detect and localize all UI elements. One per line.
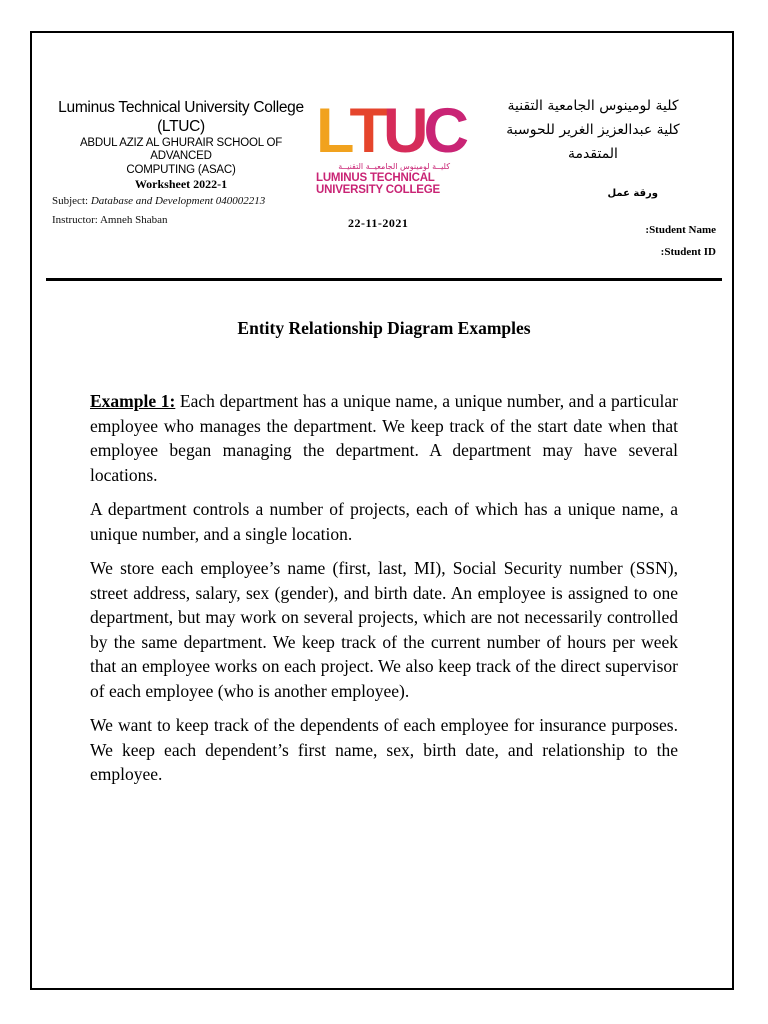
arabic-line1: كلية لومينوس الجامعية التقنية [507, 98, 679, 114]
subject-label: Subject: [52, 195, 91, 207]
worksheet-date: 22-11-2021 [348, 216, 409, 230]
school-name-line2: COMPUTING (ASAC) [126, 164, 236, 176]
paragraph-2: A department controls a number of projects, each of which has a unique name, a unique number, and a single location. [90, 499, 678, 544]
student-id-label: :Student ID [660, 246, 716, 258]
subject-line [52, 195, 265, 207]
school-name-line1: ABDUL AZIZ AL GHURAIR SCHOOL OF ADVANCED [79, 137, 283, 162]
worksheet-label: Worksheet 2022-1 [134, 177, 228, 191]
university-name: Luminus Technical University College [58, 99, 304, 116]
document-body [90, 389, 678, 797]
student-name-label: :Student Name [645, 224, 716, 236]
logo-letter-u: U [382, 96, 424, 166]
arabic-line3: المتقدمة [568, 146, 618, 162]
instructor-line: Instructor: Amneh Shaban [52, 214, 168, 226]
logo-line2: UNIVERSITY COLLEGE [316, 184, 440, 196]
logo-arabic: كليــة لومينوس الجامعيــة التقنيــة [338, 162, 450, 171]
logo-letters [316, 96, 464, 166]
arabic-worksheet: ورقة عمل [607, 188, 658, 199]
university-abbr: (LTUC) [157, 118, 205, 135]
document-title: Entity Relationship Diagram Examples [237, 318, 531, 338]
logo-letter-c: C [423, 96, 464, 166]
header-divider [46, 278, 722, 281]
ltuc-logo [316, 96, 464, 203]
logo-letter-l: L [316, 96, 350, 166]
paragraph-1 [90, 389, 678, 487]
header-arabic [473, 94, 713, 166]
header-english [52, 98, 310, 192]
example-label: Example 1: [90, 391, 176, 411]
subject-value: Database and Development 040002213 [90, 195, 266, 207]
logo-letter-t: T [349, 96, 383, 166]
arabic-line2: كلية عبدالعزيز الغرير للحوسبة [506, 122, 680, 138]
paragraph-1-text: Each department has a unique name, a unique number, and a particular employee who manages the department. We keep track of the start date when that employee began managing the department. A department may have several locations. [90, 391, 678, 485]
logo-line1: LUMINUS TECHNICAL [316, 172, 435, 184]
paragraph-3: We store each employee’s name (first, last, MI), Social Security number (SSN), street address, salary, sex (gender), and birth date. An employee is assigned to one department, but may work on several projects, which are not necessarily controlled by the same department. We keep track of the current number of hours per week that an employee works on each project. We also keep track of the direct supervisor of each employee (who is another employee). [90, 558, 678, 701]
paragraph-4: We want to keep track of the dependents of each employee for insurance purposes. We keep each dependent’s first name, sex, birth date, and relationship to the employee. [90, 715, 678, 784]
